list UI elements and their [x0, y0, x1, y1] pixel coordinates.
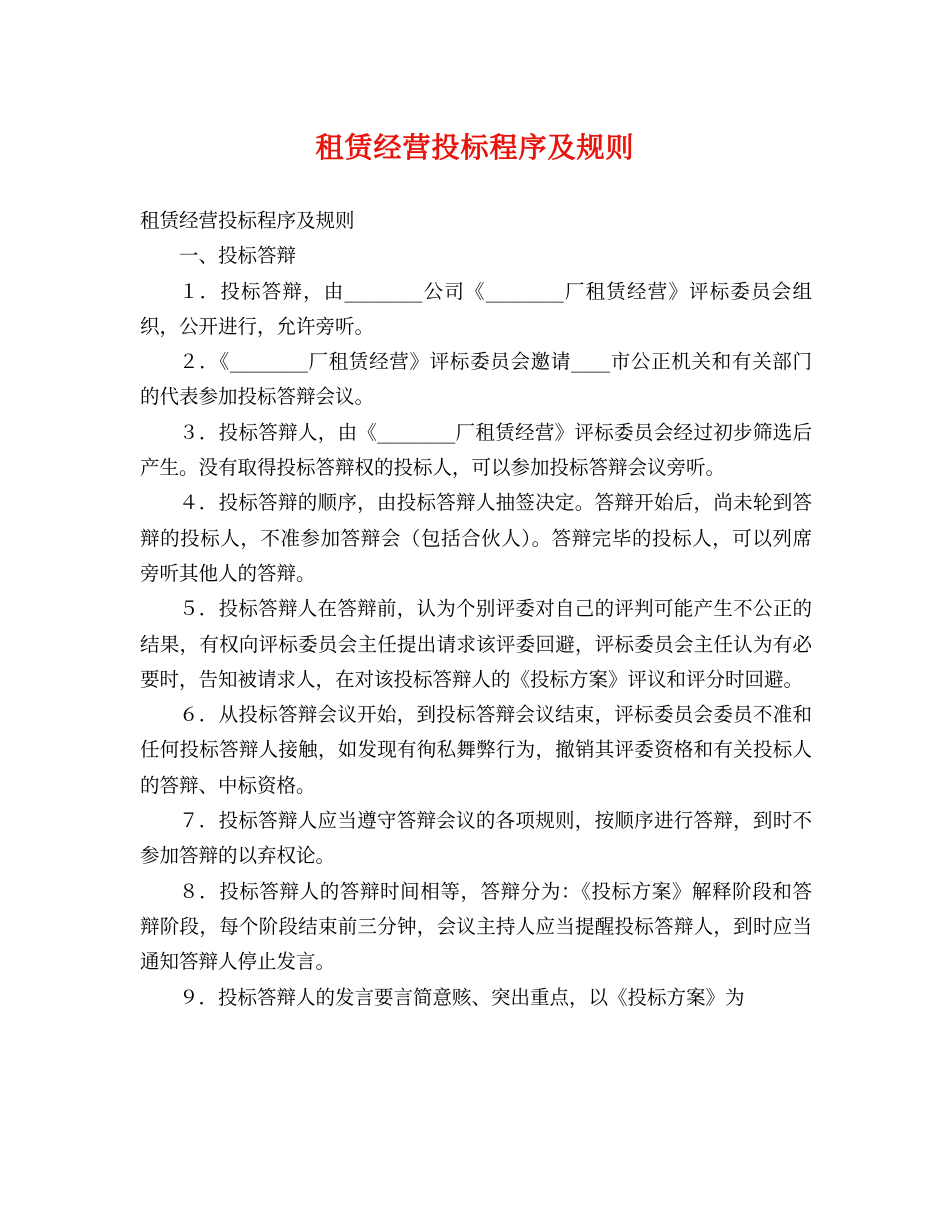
paragraph-4: ４．投标答辩的顺序，由投标答辩人抽签决定。答辩开始后，尚未轮到答辩的投标人，不准参加答辩会（包括合伙人）。答辩完毕的投标人，可以列席旁听其他人的答辩。: [140, 491, 812, 585]
paragraph-2: ２．《________厂租赁经营》评标委员会邀请____市公正机关和有关部门的代表参加投标答辩会议。: [140, 350, 812, 409]
paragraph-5: ５．投标答辩人在答辩前，认为个别评委对自己的评判可能产生不公正的结果，有权向评标委员会主任提出请求该评委回避，评标委员会主任认为有必要时，告知被请求人，在对该投标答辩人的《投标方案》评议和评分时回避。: [140, 597, 812, 691]
section-heading: 一、投标答辩: [179, 244, 297, 268]
paragraph-3: ３．投标答辩人，由《________厂租赁经营》评标委员会经过初步筛选后产生。没有取得投标答辩权的投标人，可以参加投标答辩会议旁听。: [140, 420, 812, 480]
paragraph-1: １．投标答辩，由________公司《________厂租赁经营》评标委员会组织，公开进行，允许旁听。: [140, 279, 812, 338]
paragraph-8: ８．投标答辩人的答辩时间相等，答辩分为：《投标方案》解释阶段和答辩阶段，每个阶段结束前三分钟，会议主持人应当提醒投标答辩人，到时应当通知答辩人停止发言。: [140, 879, 812, 974]
document-title: 租赁经营投标程序及规则: [315, 131, 635, 164]
document-body: [140, 203, 812, 1015]
paragraph-9: ９．投标答辩人的发言要言简意赅、突出重点，以《投标方案》为: [179, 985, 745, 1009]
document-subtitle: 租赁经营投标程序及规则: [140, 209, 355, 232]
paragraph-6: ６．从投标答辩会议开始，到投标答辩会议结束，评标委员会委员不准和任何投标答辩人接触，如发现有徇私舞弊行为，撤销其评委资格和有关投标人的答辩、中标资格。: [140, 703, 812, 797]
paragraph-7: ７．投标答辩人应当遵守答辩会议的各项规则，按顺序进行答辩，到时不参加答辩的以弃权论。: [140, 809, 812, 868]
